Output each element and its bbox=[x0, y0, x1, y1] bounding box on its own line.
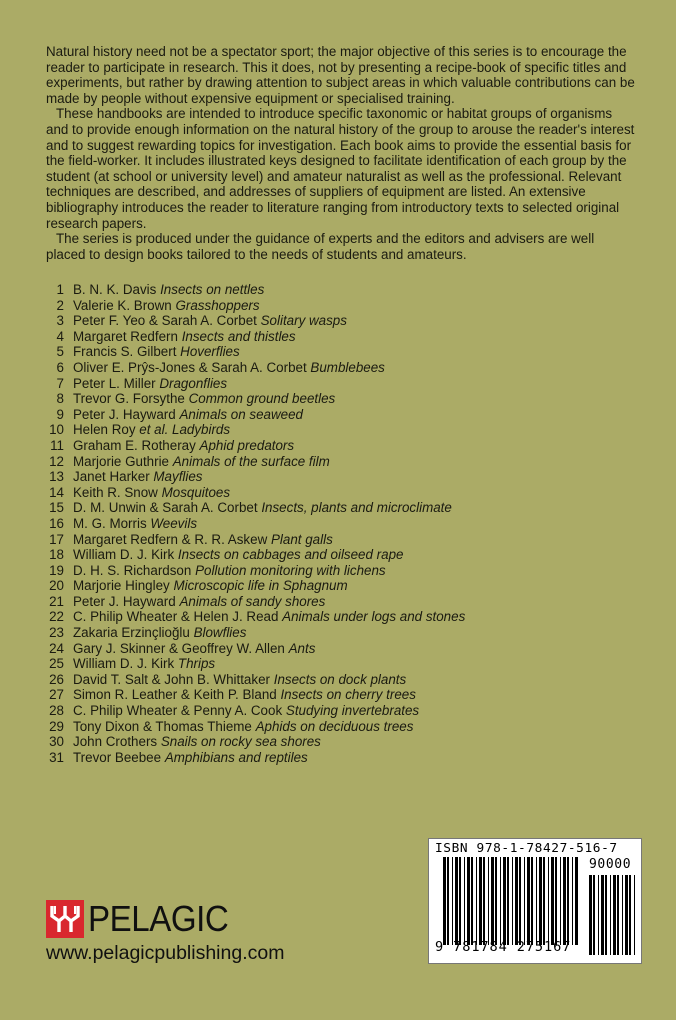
intro-paragraph-2: These handbooks are intended to introduce specific taxonomic or habitat groups of organisms and to provide enough information on the natural history of the group to arouse the reader's interest and to suggest rewarding topics for investigation. Each book aims to provide the essential basis for the field-worker. It includes illustrated keys designed to facilitate identification of each group by the student (at school or university level) and amateur naturalist as well as the professional. Relevant techniques are described, and addresses of suppliers of equipment are listed. An extensive bibliography introduces the reader to literature ranging from introductory texts to selected original research papers. bbox=[46, 106, 635, 231]
book-author: Gary J. Skinner & Geoffrey W. Allen bbox=[73, 640, 285, 656]
book-number: 3 bbox=[56, 313, 64, 329]
book-number: 8 bbox=[56, 391, 64, 407]
book-author: C. Philip Wheater & Helen J. Read bbox=[73, 609, 279, 625]
barcode-bar bbox=[567, 857, 569, 945]
barcode-bar bbox=[519, 857, 521, 945]
series-book-item bbox=[44, 547, 644, 563]
book-number: 11 bbox=[50, 437, 64, 453]
book-title: Weevils bbox=[150, 515, 198, 531]
series-book-item bbox=[44, 703, 644, 719]
isbn-barcode bbox=[428, 838, 642, 964]
book-author: Keith R. Snow bbox=[73, 484, 158, 500]
book-author: Peter F. Yeo & Sarah A. Corbet bbox=[73, 313, 257, 329]
series-book-item bbox=[44, 641, 644, 657]
barcode-bar bbox=[539, 857, 542, 945]
series-book-item bbox=[44, 282, 644, 298]
book-author: David T. Salt & John B. Whittaker bbox=[73, 671, 270, 687]
book-author: John Crothers bbox=[73, 734, 158, 750]
intro-paragraph-1: Natural history need not be a spectator sport; the major objective of this series is to encourage the reader to participate in research. This it does, not by presenting a recipe-book of specific titles and experiments, but rather by drawing attention to subject areas in which valuable contributions can be made by people without expensive equipment or specialised training. bbox=[46, 44, 635, 106]
series-book-item bbox=[44, 563, 644, 579]
barcode-bar bbox=[524, 857, 525, 945]
book-number: 13 bbox=[49, 469, 64, 485]
book-title: Hoverflies bbox=[180, 344, 240, 360]
book-number: 31 bbox=[49, 749, 64, 765]
book-title: Mosquitoes bbox=[161, 484, 231, 500]
barcode-bar bbox=[610, 875, 611, 955]
publisher-name: PELAGIC bbox=[88, 898, 229, 939]
barcode-bar bbox=[443, 857, 446, 945]
series-book-item bbox=[44, 656, 644, 672]
book-title: Pollution monitoring with lichens bbox=[195, 562, 386, 578]
barcode-bar bbox=[471, 857, 473, 945]
barcode-bar bbox=[455, 857, 458, 945]
book-author: M. G. Morris bbox=[73, 515, 147, 531]
publisher-logo bbox=[46, 900, 241, 938]
barcode-bar bbox=[527, 857, 530, 945]
barcode-bar bbox=[479, 857, 482, 945]
book-title: Animals of the surface film bbox=[172, 453, 330, 469]
barcode-bar bbox=[467, 857, 470, 945]
book-number: 19 bbox=[49, 562, 64, 578]
isbn-label: ISBN 978-1-78427-516-7 bbox=[435, 841, 618, 856]
book-author: D. M. Unwin & Sarah A. Corbet bbox=[73, 500, 258, 516]
book-number: 20 bbox=[49, 578, 64, 594]
book-number: 15 bbox=[49, 500, 64, 516]
book-author: Peter J. Hayward bbox=[73, 406, 176, 422]
series-book-item bbox=[44, 422, 644, 438]
book-author: Margaret Redfern & R. R. Askew bbox=[73, 531, 268, 547]
barcode-bar bbox=[593, 875, 595, 955]
book-title: Insects on cabbages and oilseed rape bbox=[177, 547, 404, 563]
barcode-bar bbox=[536, 857, 537, 945]
book-number: 7 bbox=[56, 375, 64, 391]
book-author: Oliver E. Prŷs-Jones & Sarah A. Corbet bbox=[73, 359, 307, 375]
series-book-item bbox=[44, 329, 644, 345]
pelagic-logo-icon bbox=[46, 900, 84, 938]
barcode-bar bbox=[617, 875, 619, 955]
series-book-item bbox=[44, 469, 644, 485]
series-book-item bbox=[44, 407, 644, 423]
series-book-item bbox=[44, 500, 644, 516]
barcode-bar bbox=[503, 857, 506, 945]
book-author: Trevor G. Forsythe bbox=[73, 391, 185, 407]
barcode-bar bbox=[598, 875, 599, 955]
barcode-bar bbox=[488, 857, 489, 945]
barcode-bar bbox=[495, 857, 497, 945]
barcode-digits: 9 781784 275167 bbox=[435, 939, 572, 955]
book-number: 12 bbox=[49, 453, 64, 469]
series-book-list bbox=[44, 282, 644, 765]
book-title: Microscopic life in Sphagnum bbox=[173, 578, 348, 594]
book-author: William D. J. Kirk bbox=[73, 656, 175, 672]
barcode-bar bbox=[548, 857, 549, 945]
barcode-bar bbox=[560, 857, 561, 945]
book-author: Marjorie Guthrie bbox=[73, 453, 169, 469]
book-title: Plant galls bbox=[270, 531, 333, 547]
barcode-bar bbox=[572, 857, 573, 945]
book-number: 1 bbox=[56, 282, 64, 297]
book-number: 4 bbox=[56, 328, 64, 344]
barcode-bar bbox=[543, 857, 545, 945]
book-title: Snails on rocky sea shores bbox=[160, 734, 321, 750]
book-author: Francis S. Gilbert bbox=[73, 344, 177, 360]
book-number: 17 bbox=[49, 531, 64, 547]
book-title: Solitary wasps bbox=[260, 313, 347, 329]
barcode-bar bbox=[613, 875, 616, 955]
book-author: Helen Roy bbox=[73, 422, 136, 438]
series-book-item bbox=[44, 344, 644, 360]
barcode-bar bbox=[605, 875, 607, 955]
book-number: 23 bbox=[49, 625, 64, 641]
series-book-item bbox=[44, 438, 644, 454]
barcode-bar bbox=[507, 857, 509, 945]
book-title: Insects on nettles bbox=[160, 282, 265, 297]
book-number: 16 bbox=[49, 515, 64, 531]
book-author: Peter L. Miller bbox=[73, 375, 156, 391]
book-number: 5 bbox=[56, 344, 64, 360]
book-author: Tony Dixon & Thomas Thieme bbox=[73, 718, 252, 734]
book-title: Aphid predators bbox=[199, 437, 295, 453]
book-title: Common ground beetles bbox=[188, 391, 336, 407]
book-title: et al. Ladybirds bbox=[139, 422, 231, 438]
barcode-bar bbox=[515, 857, 518, 945]
barcode-bar bbox=[551, 857, 554, 945]
publisher-url: www.pelagicpublishing.com bbox=[46, 942, 285, 964]
book-author: Janet Harker bbox=[73, 469, 150, 485]
book-number: 9 bbox=[56, 406, 64, 422]
book-title: Amphibians and reptiles bbox=[164, 749, 308, 765]
book-title: Animals of sandy shores bbox=[179, 593, 326, 609]
barcode-bar bbox=[575, 857, 578, 945]
barcode-bar bbox=[601, 875, 604, 955]
book-number: 28 bbox=[49, 703, 64, 719]
series-book-item bbox=[44, 298, 644, 314]
barcode-bar bbox=[589, 875, 592, 955]
series-book-item bbox=[44, 672, 644, 688]
barcode-bar bbox=[563, 857, 566, 945]
book-author: C. Philip Wheater & Penny A. Cook bbox=[73, 703, 283, 719]
book-title: Insects, plants and microclimate bbox=[261, 500, 452, 516]
series-book-item bbox=[44, 734, 644, 750]
book-number: 29 bbox=[49, 718, 64, 734]
book-author: Zakaria Erzinçlioğlu bbox=[73, 625, 190, 641]
barcode-bar bbox=[452, 857, 453, 945]
book-number: 14 bbox=[49, 484, 64, 500]
book-title: Aphids on deciduous trees bbox=[255, 718, 414, 734]
book-number: 30 bbox=[49, 734, 64, 750]
book-number: 6 bbox=[56, 359, 64, 375]
book-number: 24 bbox=[49, 640, 64, 656]
book-author: Trevor Beebee bbox=[73, 749, 162, 765]
book-author: Graham E. Rotheray bbox=[73, 437, 196, 453]
series-book-item bbox=[44, 750, 644, 766]
series-book-item bbox=[44, 391, 644, 407]
book-title: Ants bbox=[288, 640, 316, 656]
series-book-item bbox=[44, 360, 644, 376]
series-description bbox=[46, 44, 636, 262]
book-title: Studying invertebrates bbox=[285, 703, 420, 719]
barcode-bar bbox=[629, 875, 631, 955]
book-title: Bumblebees bbox=[310, 359, 385, 375]
book-title: Insects on dock plants bbox=[273, 671, 407, 687]
barcode-bar bbox=[555, 857, 557, 945]
book-author: Peter J. Hayward bbox=[73, 593, 176, 609]
barcode-bar bbox=[483, 857, 485, 945]
book-title: Animals under logs and stones bbox=[282, 609, 466, 625]
barcode-bar bbox=[491, 857, 494, 945]
barcode-bar bbox=[622, 875, 623, 955]
book-number: 26 bbox=[49, 671, 64, 687]
series-book-item bbox=[44, 594, 644, 610]
book-number: 27 bbox=[49, 687, 64, 703]
book-author: Margaret Redfern bbox=[73, 328, 178, 344]
barcode-bar bbox=[447, 857, 449, 945]
series-book-item bbox=[44, 485, 644, 501]
barcode-addon: 90000 bbox=[589, 857, 632, 872]
book-number: 25 bbox=[49, 656, 64, 672]
book-author: William D. J. Kirk bbox=[73, 547, 175, 563]
series-book-item bbox=[44, 454, 644, 470]
barcode-bar bbox=[476, 857, 477, 945]
book-author: D. H. S. Richardson bbox=[73, 562, 192, 578]
series-book-item bbox=[44, 609, 644, 625]
book-title: Thrips bbox=[177, 656, 216, 672]
series-book-item bbox=[44, 376, 644, 392]
book-title: Insects and thistles bbox=[181, 328, 296, 344]
series-book-item bbox=[44, 719, 644, 735]
series-book-item bbox=[44, 516, 644, 532]
barcode-bar bbox=[500, 857, 501, 945]
intro-paragraph-3: The series is produced under the guidance of experts and the editors and advisers are well placed to design books tailored to the needs of students and amateurs. bbox=[46, 231, 595, 262]
series-book-item bbox=[44, 532, 644, 548]
book-number: 22 bbox=[49, 609, 64, 625]
series-book-item bbox=[44, 578, 644, 594]
book-title: Dragonflies bbox=[159, 375, 228, 391]
book-title: Insects on cherry trees bbox=[280, 687, 416, 703]
barcode-bar bbox=[464, 857, 465, 945]
series-book-item bbox=[44, 625, 644, 641]
book-title: Grasshoppers bbox=[175, 297, 260, 313]
book-title: Animals on seaweed bbox=[179, 406, 304, 422]
book-number: 21 bbox=[49, 593, 64, 609]
book-title: Blowflies bbox=[193, 625, 247, 641]
barcode-bar bbox=[531, 857, 533, 945]
book-author: Marjorie Hingley bbox=[73, 578, 170, 594]
book-number: 18 bbox=[49, 547, 64, 563]
series-book-item bbox=[44, 313, 644, 329]
barcode-bar bbox=[634, 875, 635, 955]
series-book-item bbox=[44, 687, 644, 703]
barcode-bar bbox=[625, 875, 628, 955]
book-author: Valerie K. Brown bbox=[73, 297, 172, 313]
book-number: 10 bbox=[49, 422, 64, 438]
book-author: B. N. K. Davis bbox=[73, 282, 157, 297]
book-author: Simon R. Leather & Keith P. Bland bbox=[73, 687, 277, 703]
barcode-bar bbox=[512, 857, 513, 945]
barcode-bar bbox=[459, 857, 461, 945]
book-number: 2 bbox=[56, 297, 64, 313]
book-title: Mayflies bbox=[153, 469, 203, 485]
